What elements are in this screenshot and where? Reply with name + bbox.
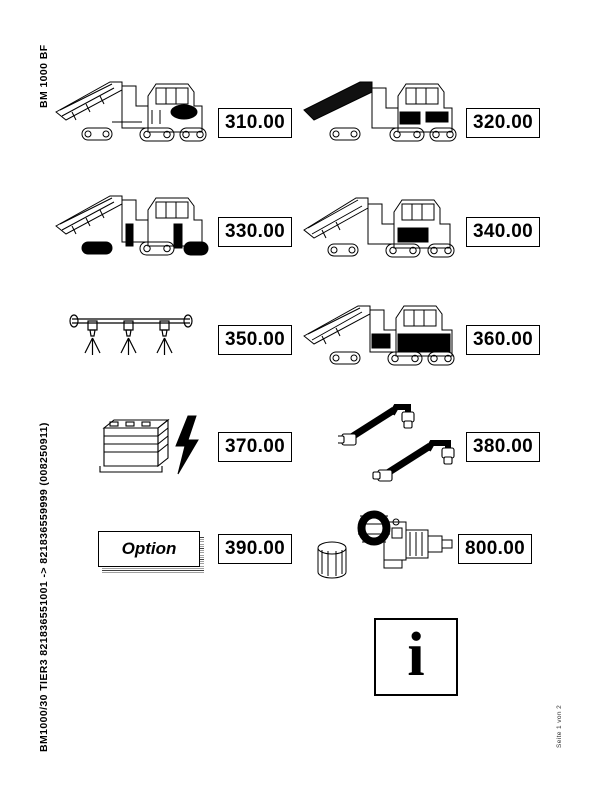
page-number-footer: Seite 1 von 2 — [556, 704, 563, 748]
part-number-310[interactable]: 310.00 — [218, 108, 292, 138]
cold-milling-machine-icon — [52, 180, 212, 270]
part-number-370[interactable]: 370.00 — [218, 432, 292, 462]
header-machine-title: BM 1000 BF — [38, 44, 50, 108]
cold-milling-machine-icon — [300, 180, 460, 270]
spray-bar-nozzles-icon — [68, 305, 194, 367]
part-number-380[interactable]: 380.00 — [466, 432, 540, 462]
cold-milling-machine-icon — [52, 66, 212, 156]
option-label: Option — [121, 539, 177, 558]
filter-pump-icon — [310, 502, 458, 584]
hydraulic-hoses-icon — [338, 404, 468, 482]
machine-serial-range: BM1000/30 TIER3 821836551001 -> 821836559999 (008250911) — [38, 422, 50, 752]
part-number-350[interactable]: 350.00 — [218, 325, 292, 355]
cold-milling-machine-icon — [300, 66, 460, 156]
part-number-390[interactable]: 390.00 — [218, 534, 292, 564]
part-number-360[interactable]: 360.00 — [466, 325, 540, 355]
cold-milling-machine-icon — [300, 288, 460, 378]
part-number-330[interactable]: 330.00 — [218, 217, 292, 247]
part-number-320[interactable]: 320.00 — [466, 108, 540, 138]
option-plate-icon — [98, 531, 200, 567]
information-icon[interactable] — [374, 618, 458, 696]
information-glyph: i — [407, 621, 425, 689]
part-number-340[interactable]: 340.00 — [466, 217, 540, 247]
battery-electrics-icon — [92, 408, 212, 486]
part-number-800[interactable]: 800.00 — [458, 534, 532, 564]
